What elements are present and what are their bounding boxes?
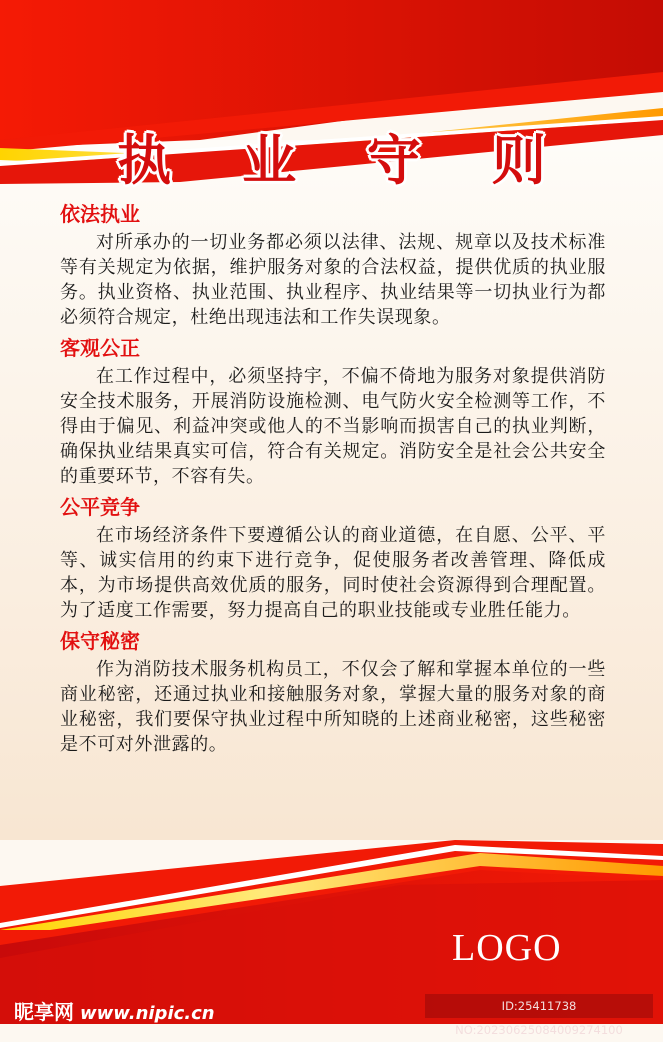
content-area — [60, 200, 606, 761]
logo-placeholder: LOGO — [452, 927, 562, 969]
section-body: 在市场经济条件下要遵循公认的商业道德，在自愿、公平、平等、诚实信用的约束下进行竞争，促使服务者改善管理、降低成本，为市场提供高效优质的服务，同时使社会资源得到合理配置。为了适度工作需要，努力提高自己的职业技能或专业胜任能力。 — [60, 525, 606, 621]
image-id-label: ID:25411738 NO:20230625084009274100 — [425, 994, 653, 1018]
section-body: 作为消防技术服务机构员工，不仅会了解和掌握本单位的一些商业秘密，还通过执业和接触服务对象，掌握大量的服务对象的商业秘密，我们要保守执业过程中所知晓的上述商业秘密，这些秘密是不可对外泄露的。 — [60, 659, 606, 755]
section-heading: 依法执业 — [60, 202, 140, 226]
section-heading: 客观公正 — [60, 336, 140, 360]
section-body: 在工作过程中，必须坚持宇，不偏不倚地为服务对象提供消防安全技术服务，开展消防设施检测、电气防火安全检测等工作，不得由于偏见、利益冲突或他人的不当影响而损害自己的执业判断，确保执业结果真实可信，符合有关规定。消防安全是社会公共安全的重要环节，不容有失。 — [60, 366, 606, 487]
watermark-site: www.nipic.cn — [80, 1003, 215, 1024]
poster-title: 执 业 守 则 — [117, 129, 572, 192]
section-fair-competition — [60, 493, 606, 623]
section-body: 对所承办的一切业务都必须以法律、法规、规章以及技术标准等有关规定为依据，维护服务对象的合法权益，提供优质的执业服务。执业资格、执业范围、执业程序、执业结果等一切执业行为都必须符合规定，杜绝出现违法和工作失误现象。 — [60, 232, 606, 328]
section-objective-fair — [60, 334, 606, 489]
section-heading: 保守秘密 — [60, 629, 140, 653]
watermark — [14, 996, 215, 1025]
section-lawful-practice — [60, 200, 606, 330]
section-confidentiality — [60, 627, 606, 757]
watermark-brand: 昵享网 — [14, 1000, 74, 1024]
section-heading: 公平竞争 — [60, 495, 140, 519]
